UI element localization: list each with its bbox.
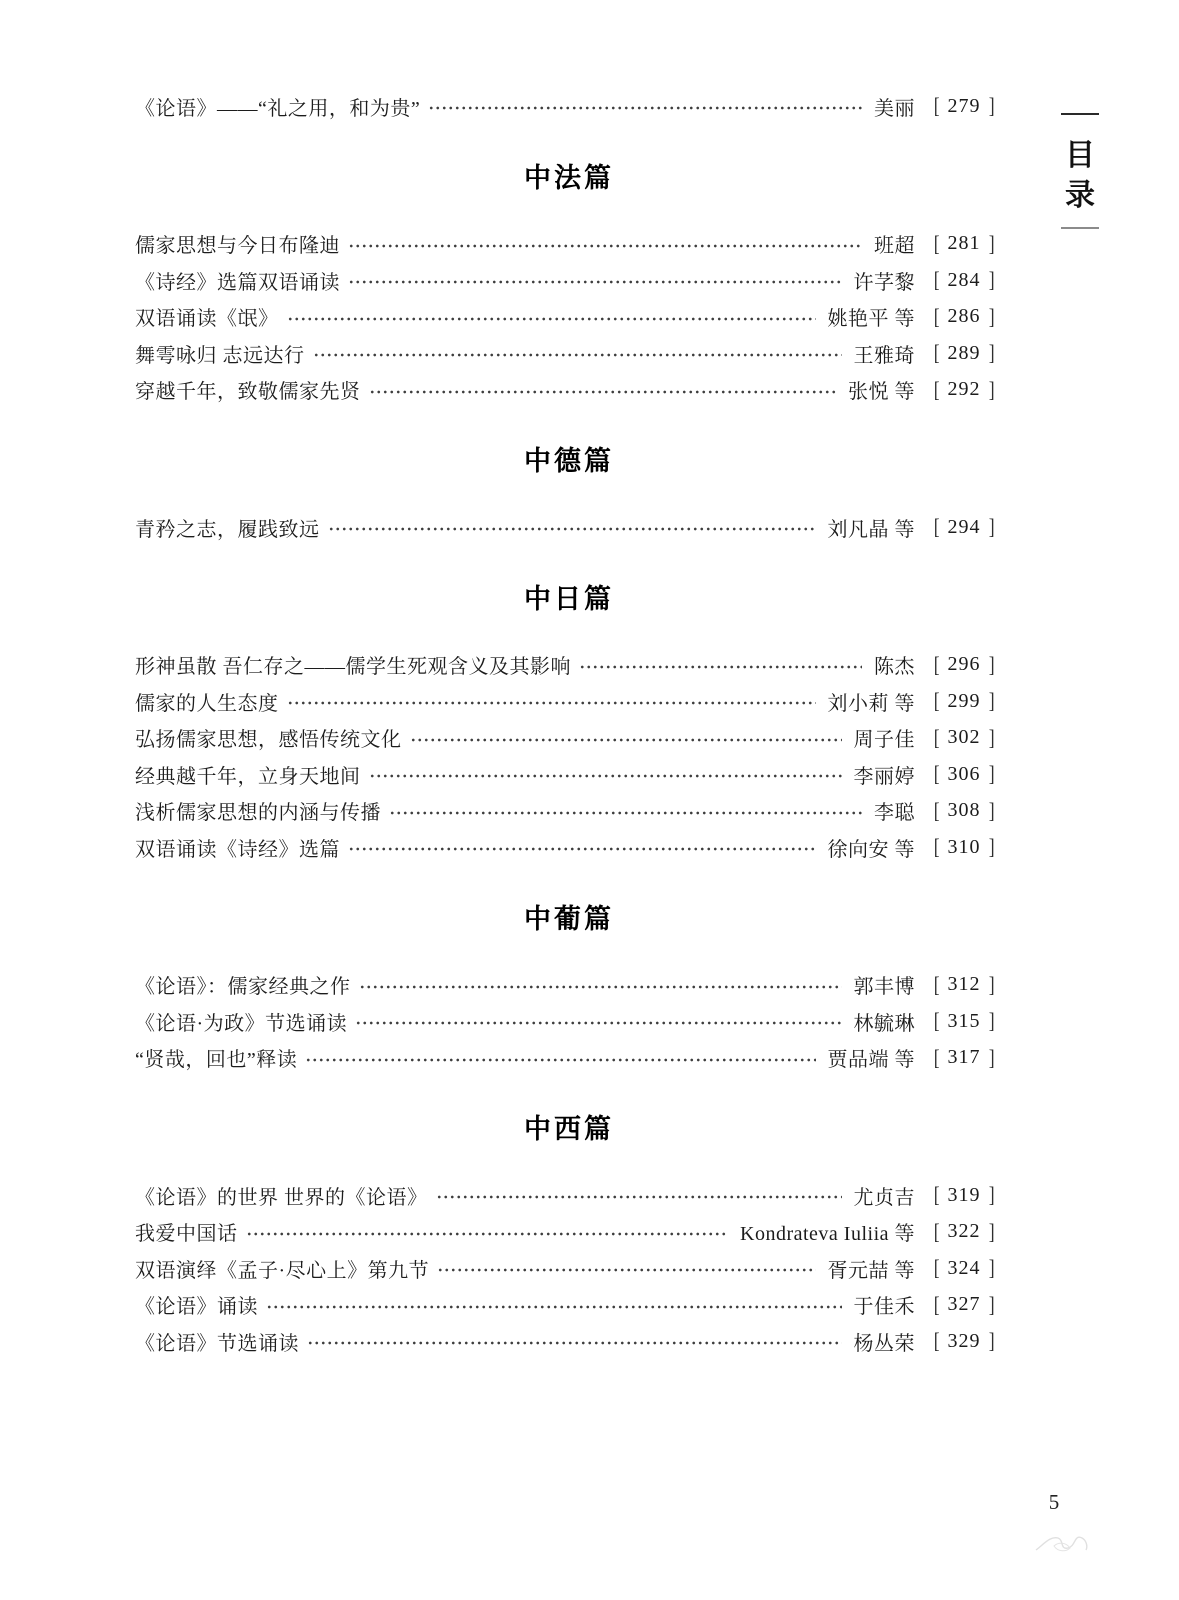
entry-title: 《论语》：儒家经典之作 <box>135 976 351 999</box>
dot-leader <box>436 1187 842 1207</box>
entry-title: 双语演绎《孟子·尽心上》第九节 <box>135 1259 430 1282</box>
entry-page-number: 315 <box>947 1009 981 1032</box>
page-bracket-close: ] <box>988 1182 995 1208</box>
entry-page-box <box>925 652 1003 678</box>
entry-title: 弘扬儒家思想，感悟传统文化 <box>135 729 402 752</box>
dot-leader <box>369 766 842 786</box>
page-bracket-open: [ <box>933 651 940 677</box>
page-bracket-open: [ <box>933 230 940 256</box>
page-bracket-close: ] <box>988 834 995 860</box>
entry-page-box <box>925 1219 1003 1245</box>
page-bracket-close: ] <box>988 761 995 787</box>
toc-entry-row <box>135 756 1003 793</box>
dot-leader <box>410 730 842 750</box>
entry-title: 《论语·为政》节选诵读 <box>135 1012 348 1035</box>
toc-entry-row <box>135 647 1003 684</box>
entry-author: 郭丰博 <box>853 976 915 999</box>
entry-page-box <box>925 377 1003 403</box>
page-bracket-open: [ <box>933 688 940 714</box>
page-bracket-close: ] <box>988 797 995 823</box>
entry-author: 王雅琦 <box>853 344 915 367</box>
toc-entry-row <box>135 509 1003 546</box>
entry-page-box <box>925 725 1003 751</box>
page-bracket-close: ] <box>988 1044 995 1070</box>
page-bracket-close: ] <box>988 1008 995 1034</box>
page-bracket-open: [ <box>933 1328 940 1354</box>
page-bracket-open: [ <box>933 93 940 119</box>
page-bracket-close: ] <box>988 267 995 293</box>
entry-title: “贤哉，回也”释读 <box>135 1049 298 1072</box>
entry-page-box <box>925 1255 1003 1281</box>
toc-entry-row <box>135 88 1003 125</box>
entry-page-box <box>925 761 1003 787</box>
entry-title: 舞雩咏归 志远达行 <box>135 344 305 367</box>
entry-author: 许芓黎 <box>853 271 915 294</box>
entry-page-box <box>925 1328 1003 1354</box>
toc-entry-row <box>135 1214 1003 1251</box>
dot-leader <box>313 345 842 365</box>
section-heading: 中西篇 <box>524 1114 614 1144</box>
entry-page-box <box>925 93 1003 119</box>
entry-page-number: 294 <box>947 515 981 538</box>
entry-title: 《论语》节选诵读 <box>135 1332 299 1355</box>
entry-title: 《论语》——“礼之用，和为贵” <box>135 97 421 120</box>
toc-entry-row <box>135 299 1003 336</box>
toc-entry-row <box>135 1177 1003 1214</box>
entry-title: 形神虽散 吾仁存之——儒学生死观含义及其影响 <box>135 656 571 679</box>
page-bracket-close: ] <box>988 514 995 540</box>
entry-page-box <box>925 834 1003 860</box>
entry-page-number: 317 <box>947 1046 981 1069</box>
toc-entry-row <box>135 1250 1003 1287</box>
dot-leader <box>437 1260 815 1280</box>
entry-author: 贾品端 等 <box>827 1049 915 1072</box>
page-bracket-open: [ <box>933 303 940 329</box>
toc-entry-row <box>135 372 1003 409</box>
page-bracket-close: ] <box>988 376 995 402</box>
page-bracket-open: [ <box>933 267 940 293</box>
dot-leader <box>287 309 816 329</box>
toc-entry-row <box>135 262 1003 299</box>
section-heading: 中日篇 <box>524 583 614 614</box>
page-bracket-open: [ <box>933 376 940 402</box>
page-bracket-open: [ <box>933 761 940 787</box>
section-heading: 中德篇 <box>524 446 614 476</box>
dot-leader <box>359 977 842 997</box>
dot-leader <box>287 693 816 713</box>
entry-page-number: 299 <box>947 689 981 712</box>
page-bracket-close: ] <box>988 1328 995 1354</box>
toc-entry-row <box>135 967 1003 1004</box>
entry-page-box <box>925 798 1003 824</box>
toc-content <box>135 88 1003 1360</box>
page-bracket-close: ] <box>988 340 995 366</box>
entry-author: 刘小莉 等 <box>827 692 915 715</box>
entry-page-box <box>925 340 1003 366</box>
entry-title: 《论语》的世界 世界的《论语》 <box>135 1186 428 1209</box>
entry-author: 姚艳平 等 <box>827 308 915 331</box>
page-bracket-open: [ <box>933 1182 940 1208</box>
toc-entry-row <box>135 1040 1003 1077</box>
entry-title: 浅析儒家思想的内涵与传播 <box>135 802 381 825</box>
page-bracket-close: ] <box>988 971 995 997</box>
dot-leader <box>355 1013 841 1033</box>
entry-title: 《论语》诵读 <box>135 1296 258 1319</box>
toc-entry-row <box>135 1287 1003 1324</box>
entry-page-number: 284 <box>947 268 981 291</box>
entry-title: 儒家的人生态度 <box>135 692 279 715</box>
entry-author: 于佳禾 <box>853 1296 915 1319</box>
dot-leader <box>328 519 816 539</box>
entry-author: 徐向安 等 <box>827 838 915 861</box>
page-bracket-close: ] <box>988 1255 995 1281</box>
entry-title: 我爱中国话 <box>135 1223 238 1246</box>
entry-page-number: 281 <box>947 232 981 255</box>
entry-page-number: 306 <box>947 762 981 785</box>
dot-leader <box>348 236 862 256</box>
entry-page-box <box>925 1182 1003 1208</box>
toc-entry-row <box>135 683 1003 720</box>
entry-page-number: 310 <box>947 835 981 858</box>
entry-page-number: 319 <box>947 1183 981 1206</box>
entry-page-number: 279 <box>947 94 981 117</box>
toc-entry-row <box>135 829 1003 866</box>
page-bracket-close: ] <box>988 1291 995 1317</box>
entry-page-box <box>925 231 1003 257</box>
entry-author: 林毓琳 <box>853 1012 915 1035</box>
entry-author: 李聪 <box>874 802 915 825</box>
entry-page-number: 312 <box>947 973 981 996</box>
entry-page-number: 327 <box>947 1293 981 1316</box>
dot-leader <box>266 1297 842 1317</box>
entry-title: 双语诵读《诗经》选篇 <box>135 838 340 861</box>
entry-page-box <box>925 1292 1003 1318</box>
page-bracket-open: [ <box>933 1008 940 1034</box>
entry-page-box <box>925 514 1003 540</box>
page-bracket-open: [ <box>933 1218 940 1244</box>
entry-title: 经典越千年，立身天地间 <box>135 765 361 788</box>
sidebar-label-char: 录 <box>1065 179 1095 212</box>
page-bracket-open: [ <box>933 1291 940 1317</box>
entry-author: 陈杰 <box>874 656 915 679</box>
entry-page-number: 286 <box>947 305 981 328</box>
toc-entry-row <box>135 1323 1003 1360</box>
dot-leader <box>348 272 842 292</box>
toc-entry-row <box>135 720 1003 757</box>
entry-page-box <box>925 304 1003 330</box>
entry-title: 穿越千年，致敬儒家先贤 <box>135 381 361 404</box>
entry-page-number: 296 <box>947 653 981 676</box>
dot-leader <box>389 803 862 823</box>
entry-title: 双语诵读《氓》 <box>135 308 279 331</box>
entry-page-number: 324 <box>947 1256 981 1279</box>
entry-author: 张悦 等 <box>848 381 915 404</box>
toc-entry-row <box>135 793 1003 830</box>
page-bracket-close: ] <box>988 688 995 714</box>
entry-page-number: 302 <box>947 726 981 749</box>
dot-leader <box>246 1224 729 1244</box>
contents-sidebar-tab <box>1056 113 1104 229</box>
page-bracket-open: [ <box>933 340 940 366</box>
entry-author: 胥元喆 等 <box>827 1259 915 1282</box>
toc-entry-row <box>135 226 1003 263</box>
page-bracket-open: [ <box>933 834 940 860</box>
entry-author: 刘凡晶 等 <box>827 518 915 541</box>
section-heading: 中法篇 <box>524 162 614 193</box>
page-bracket-open: [ <box>933 797 940 823</box>
page-bracket-open: [ <box>933 724 940 750</box>
entry-page-number: 289 <box>947 341 981 364</box>
entry-page-number: 322 <box>947 1220 981 1243</box>
toc-entry-row <box>135 335 1003 372</box>
entry-title: 儒家思想与今日布隆迪 <box>135 235 340 258</box>
entry-page-box <box>925 1008 1003 1034</box>
dot-leader <box>428 98 862 118</box>
entry-author: 班超 <box>874 235 915 258</box>
dot-leader <box>369 382 837 402</box>
page-bracket-close: ] <box>988 724 995 750</box>
entry-author: 李丽婷 <box>853 765 915 788</box>
entry-author: Kondrateva Iuliia 等 <box>740 1223 915 1246</box>
dot-leader <box>307 1333 842 1353</box>
page-number: 5 <box>1048 1490 1060 1514</box>
page-bracket-close: ] <box>988 230 995 256</box>
dot-leader <box>305 1050 815 1070</box>
entry-page-box <box>925 688 1003 714</box>
page-ornament <box>1030 1524 1094 1560</box>
entry-author: 尤贞吉 <box>853 1186 915 1209</box>
entry-page-number: 308 <box>947 799 981 822</box>
entry-title: 青矜之志，履践致远 <box>135 518 320 541</box>
dot-leader <box>348 839 816 859</box>
dot-leader <box>579 657 862 677</box>
entry-page-box <box>925 267 1003 293</box>
entry-page-number: 329 <box>947 1329 981 1352</box>
entry-page-number: 292 <box>947 378 981 401</box>
page-bracket-close: ] <box>988 651 995 677</box>
page-bracket-close: ] <box>988 1218 995 1244</box>
toc-entry-row <box>135 1003 1003 1040</box>
entry-author: 美丽 <box>874 97 915 120</box>
sidebar-bottom-rule <box>1061 227 1099 229</box>
page-bracket-close: ] <box>988 93 995 119</box>
entry-author: 杨丛荣 <box>853 1332 915 1355</box>
page-bracket-close: ] <box>988 303 995 329</box>
sidebar-label-char: 目 <box>1065 139 1095 172</box>
page-bracket-open: [ <box>933 1044 940 1070</box>
entry-title: 《诗经》选篇双语诵读 <box>135 271 340 294</box>
entry-author: 周子佳 <box>853 729 915 752</box>
entry-page-box <box>925 1045 1003 1071</box>
page-bracket-open: [ <box>933 971 940 997</box>
sidebar-top-rule <box>1061 113 1099 115</box>
section-heading: 中葡篇 <box>524 903 614 934</box>
page-bracket-open: [ <box>933 1255 940 1281</box>
entry-page-box <box>925 972 1003 998</box>
page-bracket-open: [ <box>933 514 940 540</box>
